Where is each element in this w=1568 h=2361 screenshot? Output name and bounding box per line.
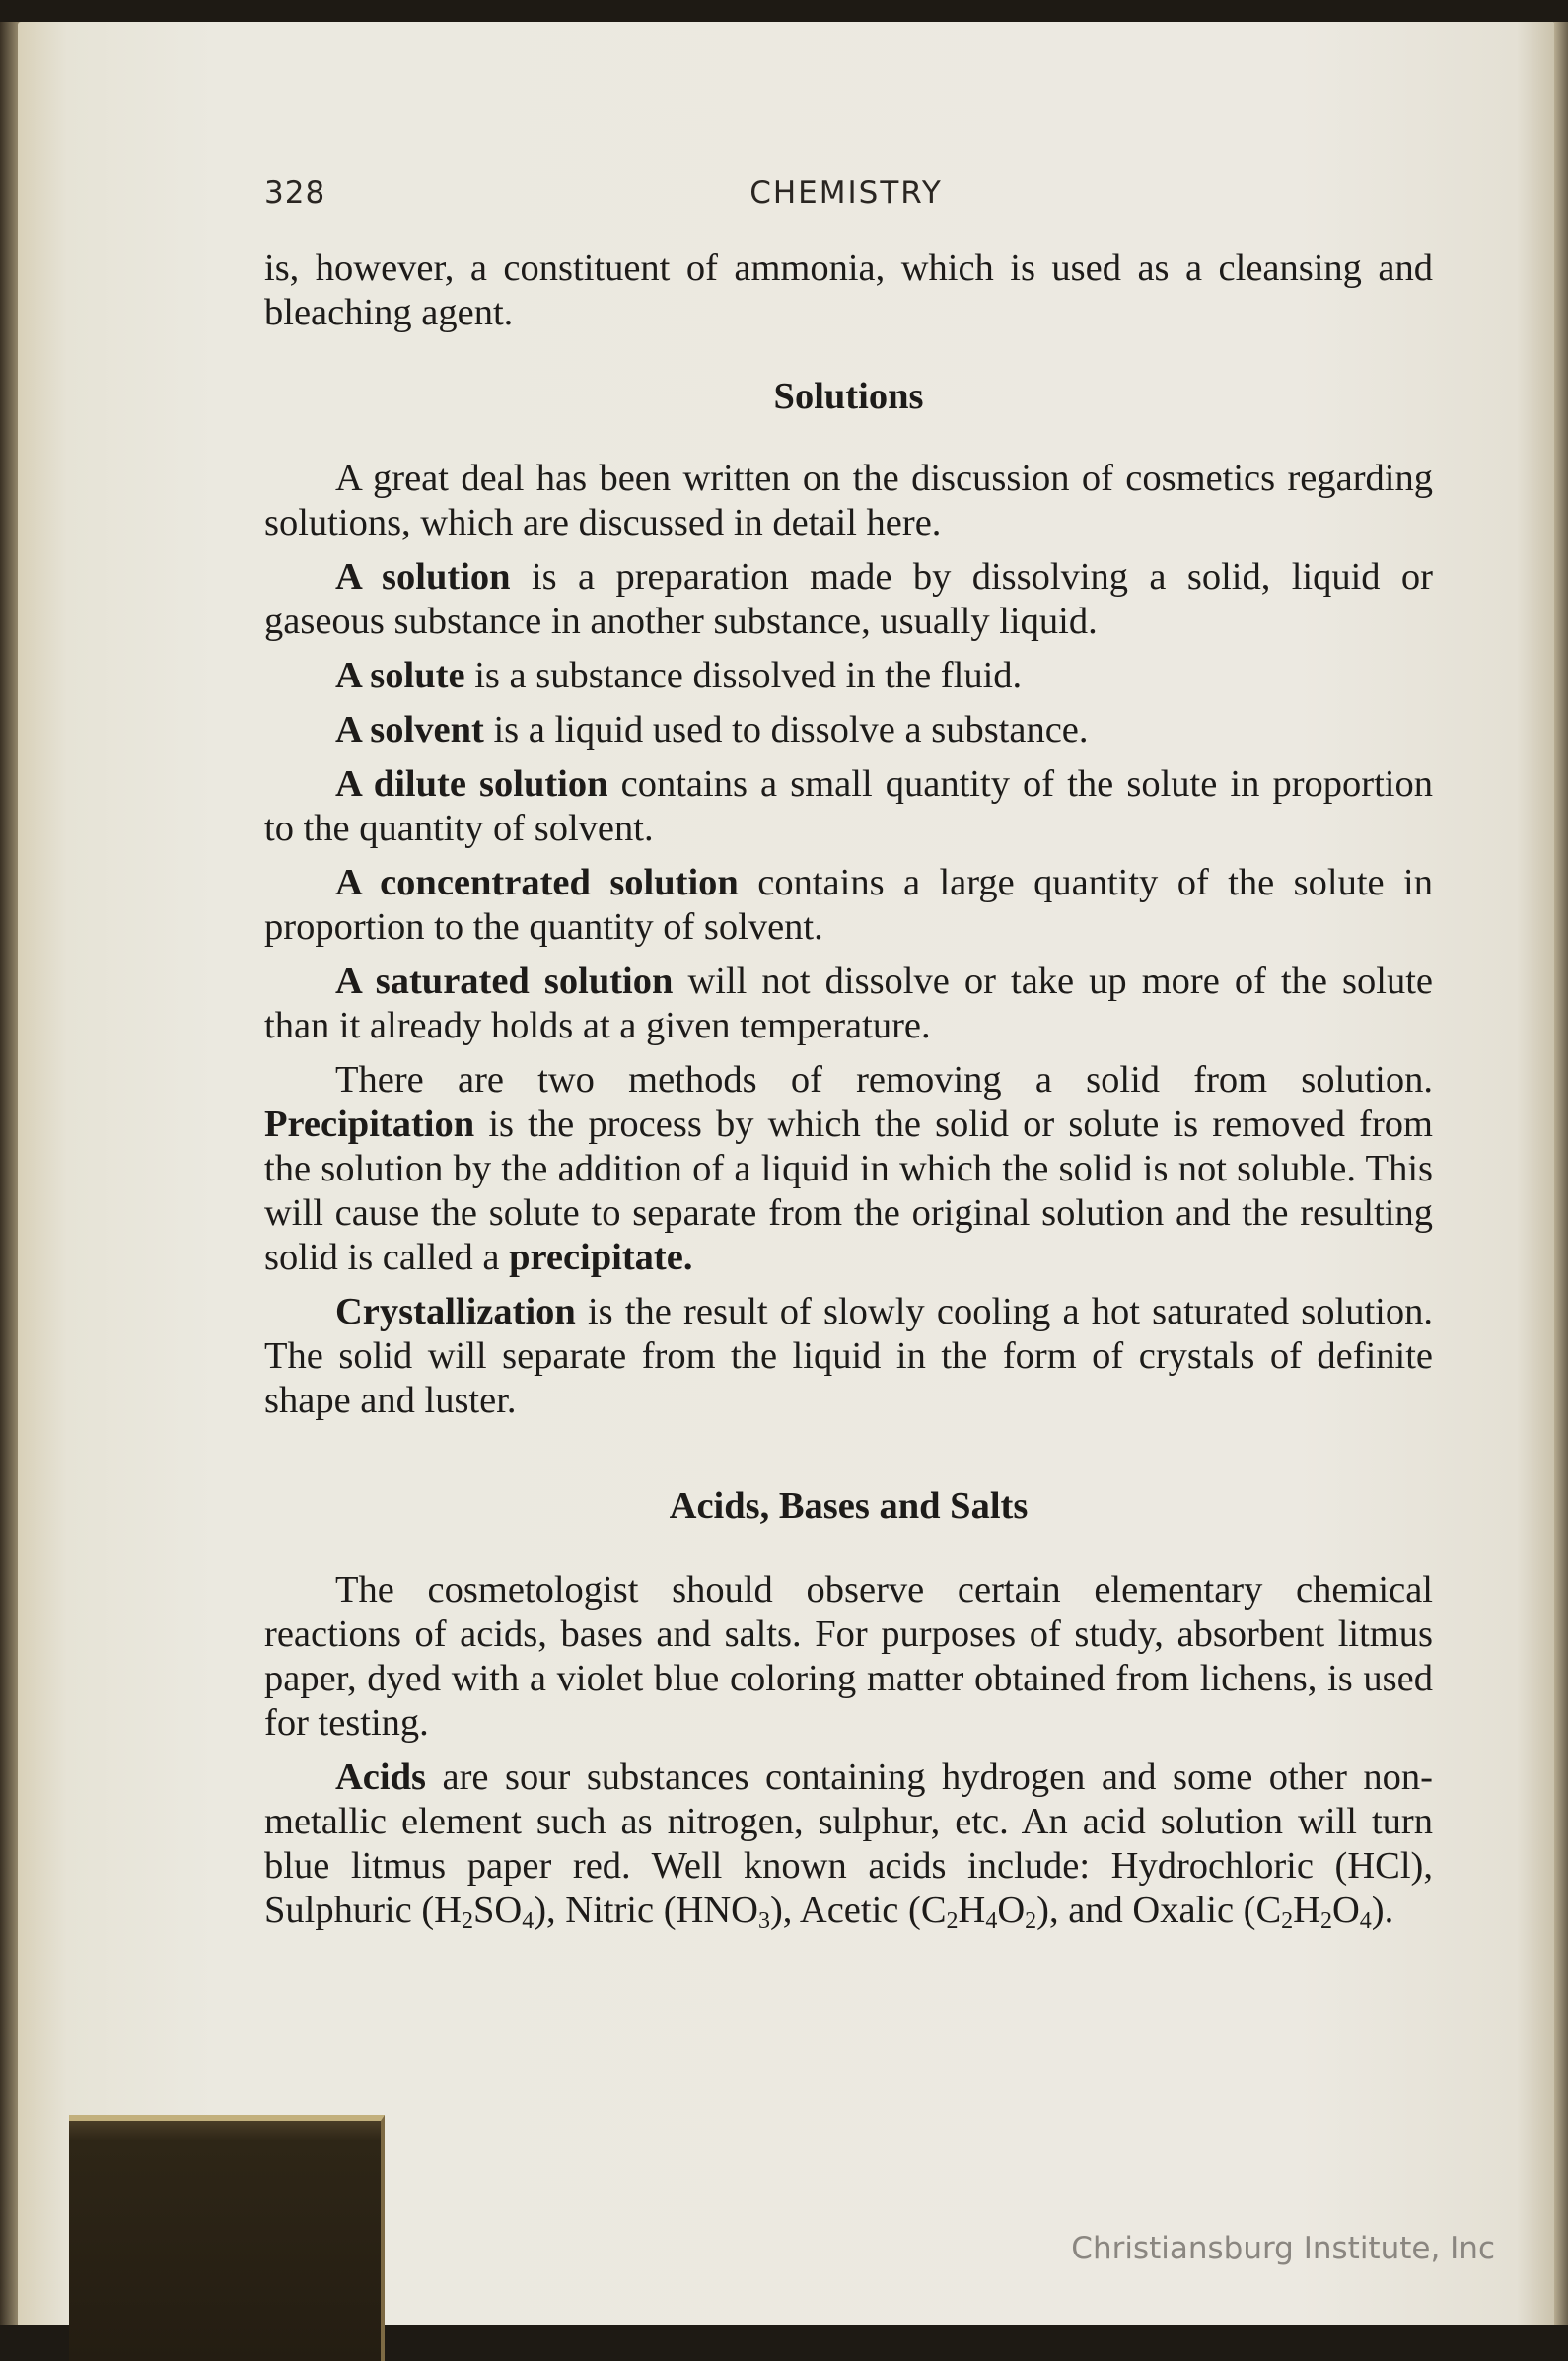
definition-crystallization: is the result of slowly cooling a hot saturated solution. The solid will separate from the liquid in the form of crystals of definite shape and luster. (264, 1291, 1433, 1421)
definition-precipitation: is the process by which the solid or solute is removed from the solution by the addition of a liquid in which the solid is not soluble. This will cause the solute to separate from the original solution and the resulting solid is called a (264, 1104, 1433, 1278)
watermark-credit: Christiansburg Institute, Inc (1071, 2231, 1495, 2266)
page-header (264, 176, 1428, 215)
definition-solution: is a preparation made by dissolving a solid, liquid or gaseous substance in another substance, usually liquid. (264, 556, 1434, 642)
bookmark-tab (69, 2115, 385, 2361)
definition-dilute-solution: contains a small quantity of the solute in proportion to the quantity of solvent. (264, 763, 1434, 849)
definition-solvent: is a liquid used to dissolve a substance. (483, 709, 1089, 751)
paragraph-concentrated-definition (264, 861, 1433, 950)
term-dilute-solution: A dilute solution (335, 763, 608, 805)
term-acids: Acids (335, 1756, 426, 1798)
formula-acetic: $C_2H_4O_2$ (920, 1890, 1037, 1934)
paragraph-crystallization (264, 1290, 1433, 1423)
paragraph-precipitation (264, 1058, 1433, 1280)
term-crystallization: Crystallization (335, 1291, 576, 1332)
formula-oxalic: $C_2H_2O_4$ (1255, 1890, 1372, 1934)
precipitation-intro: There are two methods of removing a solid from solution. (335, 1059, 1433, 1101)
definition-acids: are sour substances containing hydrogen and some other non-metallic element such as nitrogen, sulphur, etc. An acid solution will turn blue litmus paper red. Well known acids include: Hydrochloric (HCl), Sulphuric ( (264, 1756, 1433, 1931)
paragraph-acids-definition: Acids are sour substances containing hydrogen and some other non-metallic element such as nitrogen, sulphur, etc. An acid solution will turn blue litmus paper red. Well known acids include: Hydrochloric (HCl), Sulphuric $(H_2SO_4)$, Nitric $(HNO_3)$, Acetic $(C_2H_4O_2)$, and Oxalic $(C_2H_2O_4)$. (264, 1756, 1433, 1934)
definition-concentrated-solution: contains a large quantity of the solute in proportion to the quantity of solvent. (264, 862, 1433, 948)
paragraph-litmus-intro: The cosmetologist should observe certain elementary chemical reactions of acids, bases and salts. For purposes of study, absorbent litmus paper, dyed with a violet blue coloring matter obtained from lichens, is used for testing. (264, 1569, 1433, 1744)
paragraph-solutions-intro: A great deal has been written on the discussion of cosmetics regarding solutions, which are discussed in detail here. (264, 458, 1433, 543)
term-precipitation: Precipitation (264, 1104, 475, 1145)
formula-sulphuric: $H_2SO_4$ (434, 1890, 535, 1934)
paragraph-solute-definition (264, 654, 1433, 698)
running-head: CHEMISTRY (749, 176, 943, 211)
page-edge (1554, 22, 1568, 2325)
term-solution: A solution (335, 556, 511, 598)
term-concentrated-solution: A concentrated solution (335, 862, 739, 903)
definition-saturated-solution: will not dissolve or take up more of the solute than it already holds at a given temperature. (264, 961, 1434, 1046)
definition-solute: is a substance dissolved in the fluid. (464, 655, 1023, 696)
term-solute: A solute (335, 655, 465, 696)
page-number: 328 (264, 176, 326, 211)
term-saturated-solution: A saturated solution (335, 961, 674, 1002)
page-body (264, 247, 1433, 1933)
section-heading-acids-bases-salts: Acids, Bases and Salts (669, 1485, 1029, 1527)
paragraph-dilute-definition (264, 762, 1433, 851)
term-precipitate: precipitate. (509, 1237, 693, 1278)
section-heading-solutions: Solutions (773, 376, 924, 417)
term-solvent: A solvent (335, 709, 484, 751)
formula-nitric: $HNO_3$ (676, 1890, 770, 1934)
paragraph-solution-definition (264, 555, 1433, 644)
paragraph-continuation: is, however, a constituent of ammonia, which is used as a cleansing and bleaching agent. (264, 248, 1433, 333)
paragraph-saturated-definition (264, 960, 1433, 1048)
paragraph-solvent-definition (264, 708, 1433, 752)
